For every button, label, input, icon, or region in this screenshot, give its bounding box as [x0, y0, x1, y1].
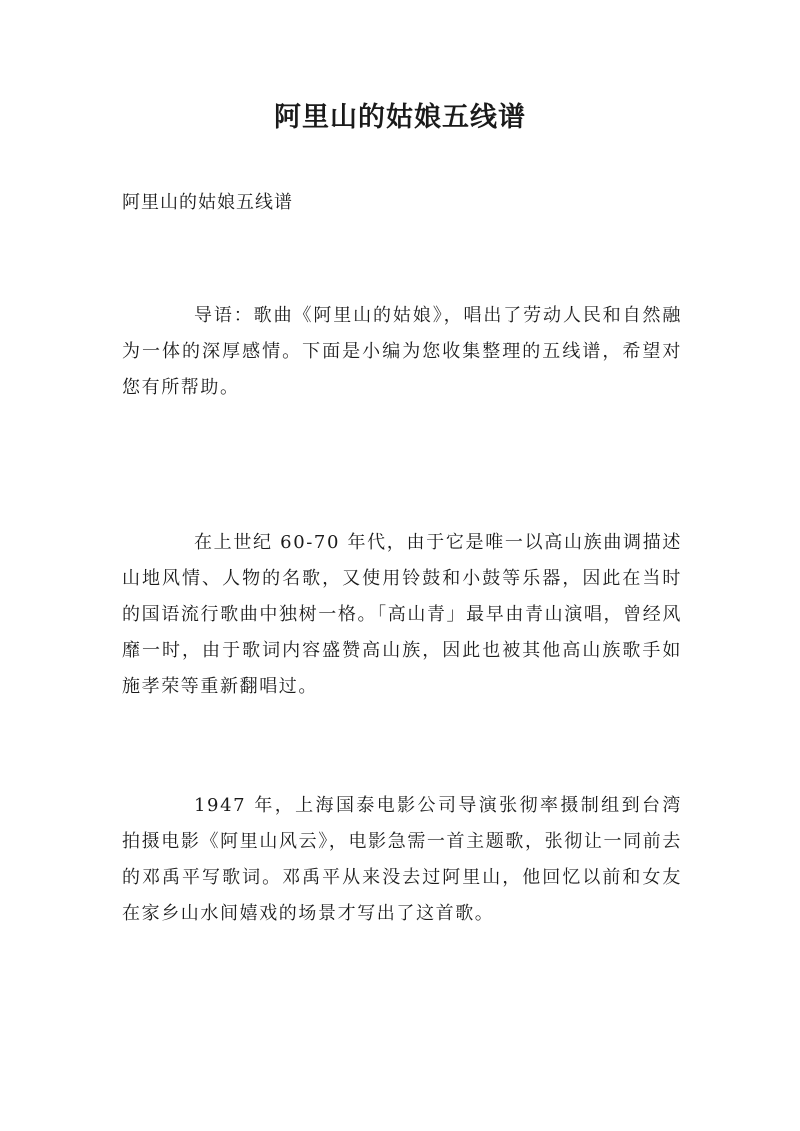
paragraph-intro: 导语：歌曲《阿里山的姑娘》，唱出了劳动人民和自然融为一体的深厚感情。下面是小编为您收集整理的五线谱，希望对您有所帮助。 [122, 305, 682, 398]
page-title: 阿里山的姑娘五线谱 [274, 102, 526, 133]
paragraph-origin: 1947 年，上海国泰电影公司导演张彻率摄制组到台湾拍摄电影《阿里山风云》，电影急需一首主题歌，张彻让一同前去的邓禹平写歌词。邓禹平从来没去过阿里山，他回忆以前和女友在家乡山水间嬉戏的场景才写出了这首歌。 [122, 795, 682, 924]
paragraph-history: 在上世纪 60-70 年代，由于它是唯一以高山族曲调描述山地风情、人物的名歌，又使用铃鼓和小鼓等乐器，因此在当时的国语流行歌曲中独树一格。「高山青」最早由青山演唱，曾经风靡一时，由于歌词内容盛赞高山族，因此也被其他高山族歌手如施孝荣等重新翻唱过。 [122, 532, 682, 697]
document-subtitle: 阿里山的姑娘五线谱 [122, 192, 293, 213]
